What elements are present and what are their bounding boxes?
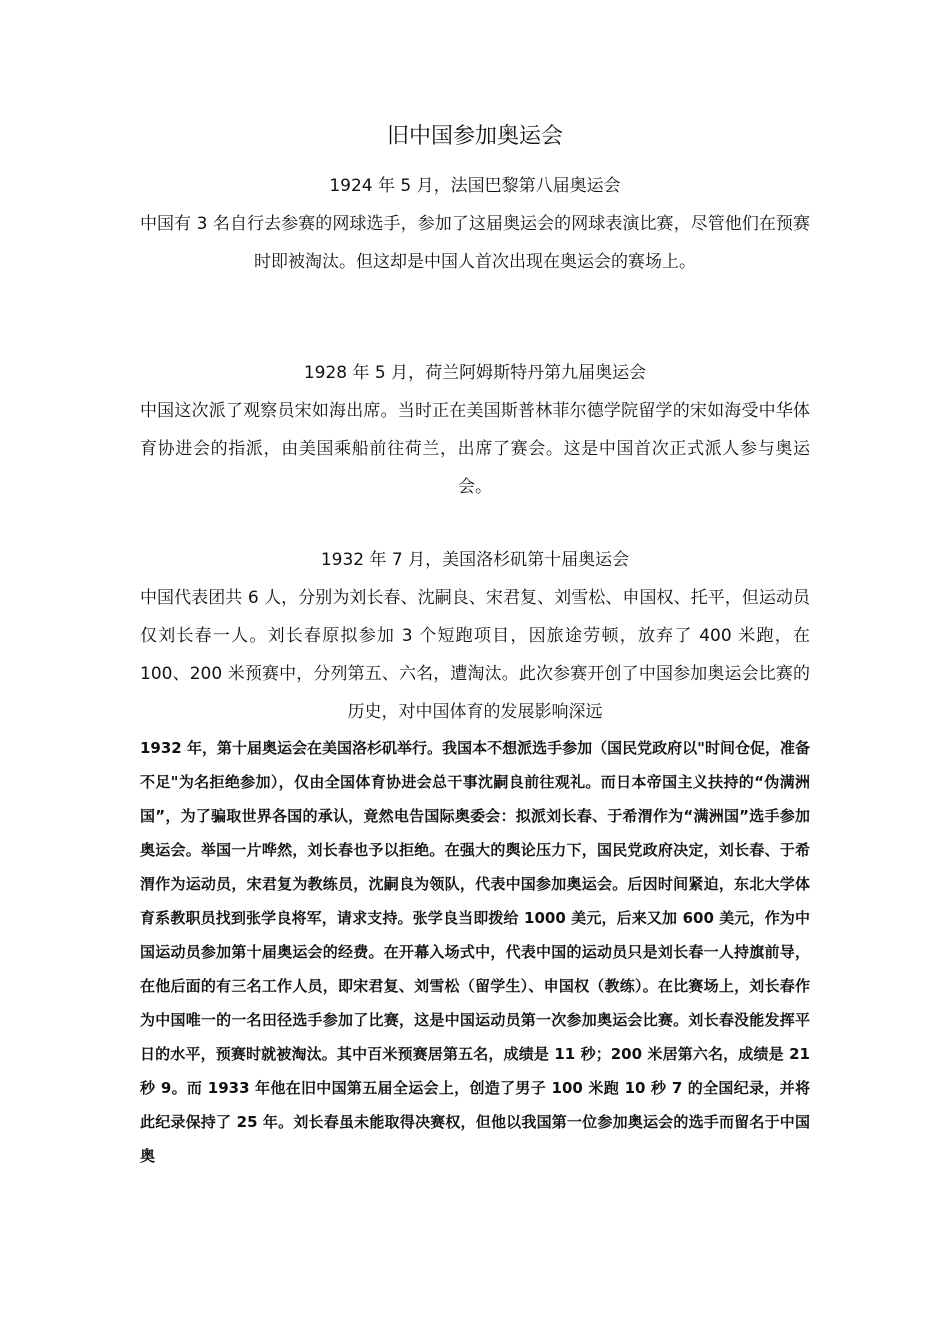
- section-1928: [140, 354, 810, 506]
- section-body: 中国这次派了观察员宋如海出席。当时正在美国斯普林菲尔德学院留学的宋如海受中华体育协进会的指派，由美国乘船前往荷兰，出席了赛会。这是中国首次正式派人参与奥运会。: [140, 401, 810, 497]
- bold-detail-paragraph: 1932 年，第十届奥运会在美国洛杉矶举行。我国本不想派选手参加（国民党政府以"时间仓促，准备不足"为名拒绝参加），仅由全国体育协进会总干事沈嗣良前往观礼。而日本帝国主义扶持的“伪满洲国”，为了骗取世界各国的承认，竟然电告国际奥委会：拟派刘长春、于希渭作为“满洲国”选手参加奥运会。举国一片哗然，刘长春也予以拒绝。在强大的舆论压力下，国民党政府决定，刘长春、于希渭作为运动员，宋君复为教练员，沈嗣良为领队，代表中国参加奥运会。后因时间紧迫，东北大学体育系教职员找到张学良将军，请求支持。张学良当即拨给 1000 美元，后来又加 600 美元，作为中国运动员参加第十届奥运会的经费。在开幕入场式中，代表中国的运动员只是刘长春一人持旗前导，在他后面的有三名工作人员，即宋君复、刘雪松（留学生）、申国权（教练）。在比赛场上，刘长春作为中国唯一的一名田径选手参加了比赛，这是中国运动员第一次参加奥运会比赛。刘长春没能发挥平日的水平，预赛时就被淘汰。其中百米预赛居第五名，成绩是 11 秒；200 米居第六名，成绩是 21 秒 9。而 1933 年他在旧中国第五届全运会上，创造了男子 100 米跑 10 秒 7 的全国纪录，并将此纪录保持了 25 年。刘长春虽未能取得决赛权，但他以我国第一位参加奥运会的选手而留名于中国奥: [140, 739, 810, 1165]
- section-body: 中国代表团共 6 人，分别为刘长春、沈嗣良、宋君复、刘雪松、申国权、托平，但运动员仅刘长春一人。刘长春原拟参加 3 个短跑项目，因旅途劳顿，放弃了 400 米跑，在 100、200 米预赛中，分列第五、六名，遭淘汰。此次参赛开创了中国参加奥运会比赛的历史，对中国体育的发展影响深远: [140, 588, 810, 722]
- section-body: 中国有 3 名自行去参赛的网球选手，参加了这届奥运会的网球表演比赛，尽管他们在预赛时即被淘汰。但这却是中国人首次出现在奥运会的赛场上。: [140, 214, 810, 272]
- section-heading: 1924 年 5 月，法国巴黎第八届奥运会: [329, 176, 621, 196]
- section-1932: [140, 541, 810, 731]
- section-heading: 1932 年 7 月，美国洛杉矶第十届奥运会: [320, 550, 630, 570]
- document-title: 旧中国参加奥运会: [386, 124, 563, 149]
- section-1924: [140, 167, 810, 281]
- section-heading: 1928 年 5 月，荷兰阿姆斯特丹第九届奥运会: [303, 363, 647, 383]
